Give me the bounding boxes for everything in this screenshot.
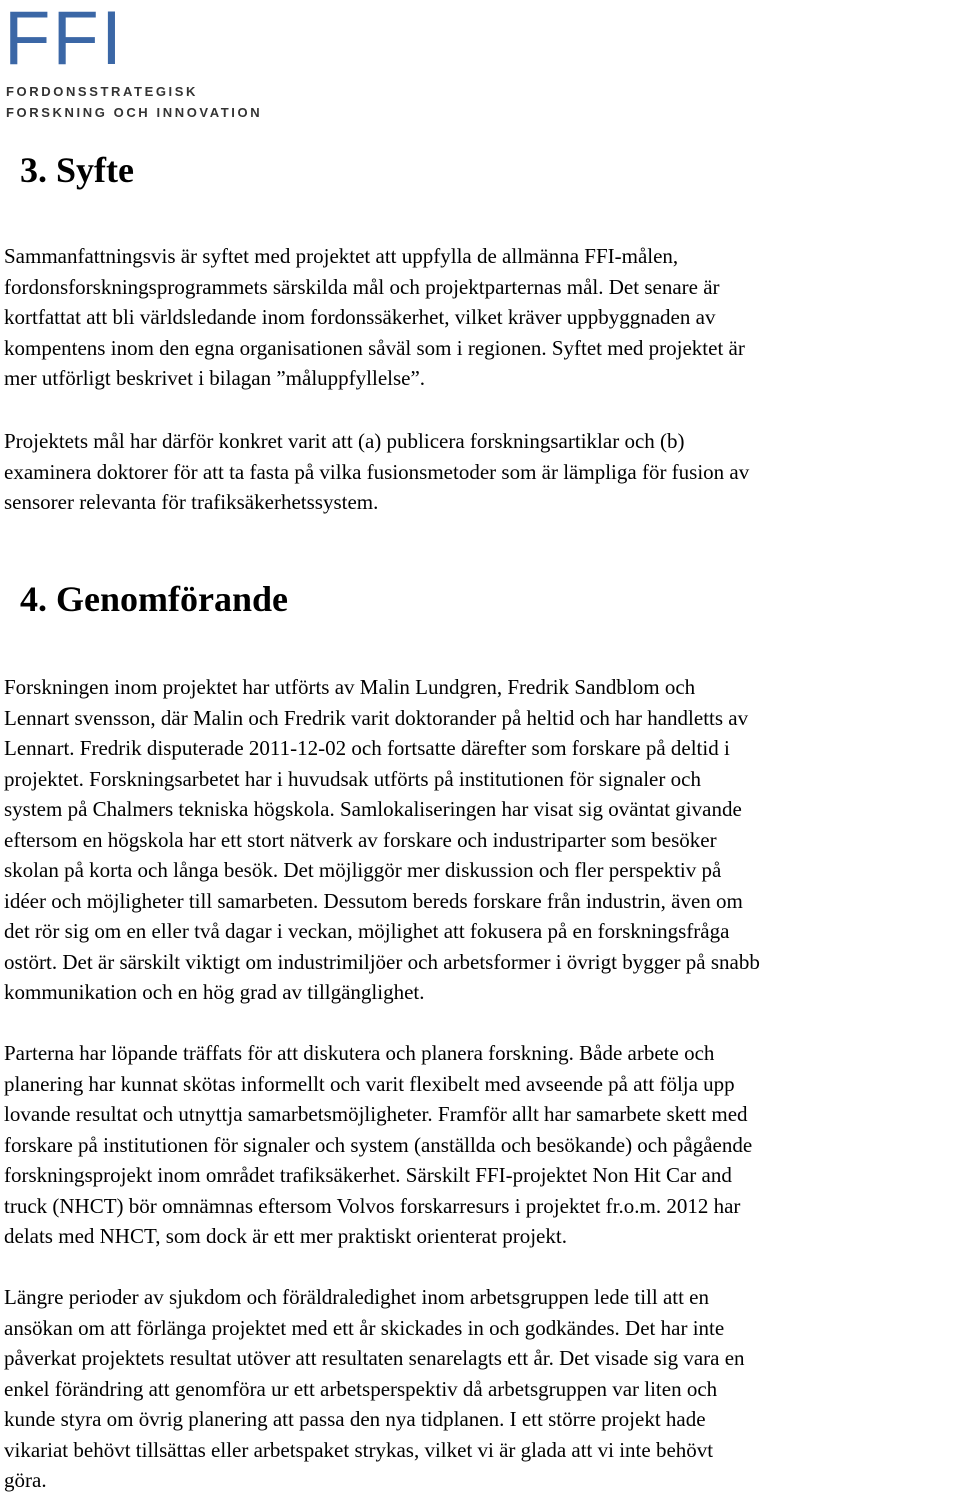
text-line: idéer och möjligheter till samarbeten. Dessutom bereds forskare från industrin, även om [4, 888, 743, 913]
text-line: sensorer relevanta för trafiksäkerhetssystem. [4, 490, 379, 514]
text-line: ansökan om att förlänga projektet med ett år skickades in och godkändes. Det har inte [4, 1315, 725, 1340]
text-line: examinera doktorer för att ta fasta på vilka fusionsmetoder som är lämpliga för fusion av [4, 459, 750, 484]
text-line: fordonsforskningsprogrammets särskilda mål och projektparternas mål. Det senare är [4, 274, 720, 299]
text-line: Projektets mål har därför konkret varit att (a) publicera forskningsartiklar och (b) [4, 429, 685, 453]
paragraph [4, 1282, 956, 1496]
section-heading-syfte: 3. Syfte [20, 150, 134, 190]
ffi-logo [4, 0, 263, 120]
paragraph [4, 426, 956, 518]
paragraph [4, 672, 956, 1008]
text-line: system på Chalmers tekniska högskola. Samlokaliseringen har visat sig oväntat givande [4, 797, 742, 821]
text-line: skolan på korta och långa besök. Det möjliggör mer diskussion och fler perspektiv på [4, 858, 722, 882]
text-line: forskare på institutionen för signaler och system (anställda och besökande) och pågående [4, 1132, 753, 1157]
text-line: lovande resultat och utnyttja samarbetsmöjligheter. Framför allt har samarbete skett med [4, 1102, 748, 1126]
text-line: eftersom en högskola har ett stort nätverk av forskare och industriparter som besöker [4, 827, 717, 852]
text-line: enkel förändring att genomföra ur ett arbetsperspektiv då arbetsgruppen var liten och [4, 1376, 718, 1401]
text-line: Sammanfattningsvis är syftet med projektet att uppfylla de allmänna FFI-målen, [4, 244, 679, 268]
text-line: Lennart svensson, där Malin och Fredrik varit doktorander på heltid och har handletts av [4, 705, 749, 730]
logo-tagline-line-2: FORSKNING OCH INNOVATION [6, 105, 263, 120]
text-line: Parterna har löpande träffats för att diskutera och planera forskning. Både arbete och [4, 1041, 715, 1065]
text-line: projektet. Forskningsarbetet har i huvudsak utförts på institutionen för signaler och [4, 766, 701, 791]
text-line: forskningsprojekt inom området trafiksäkerhet. Särskilt FFI-projektet Non Hit Car and [4, 1163, 732, 1187]
text-line: kortfattat att bli världsledande inom fordonssäkerhet, vilket kräver uppbyggnaden av [4, 305, 716, 329]
text-line: kompentens inom den egna organisationen såväl som i regionen. Syftet med projektet är [4, 335, 745, 360]
text-line: Längre perioder av sjukdom och föräldraledighet inom arbetsgruppen lede till att en [4, 1285, 710, 1309]
paragraph [4, 1038, 956, 1252]
text-line: delats med NHCT, som dock är ett mer praktiskt orienterat projekt. [4, 1224, 567, 1248]
text-line: Forskningen inom projektet har utförts av Malin Lundgren, Fredrik Sandblom och [4, 675, 696, 699]
text-line: ostört. Det är särskilt viktigt om industrimiljöer och arbetsformer i övrigt bygger på snabb [4, 949, 760, 974]
text-line: Lennart. Fredrik disputerade 2011-12-02 och fortsatte därefter som forskare på deltid i [4, 736, 730, 760]
text-line: göra. [4, 1468, 47, 1492]
text-line: kommunikation och en hög grad av tillgänglighet. [4, 980, 425, 1004]
text-line: påverkat projektets resultat utöver att resultaten senarelagts ett år. Det visade sig vara en [4, 1346, 745, 1370]
logo-tagline-line-1: FORDONSSTRATEGISK [6, 84, 199, 99]
text-line: kunde styra om övrig planering att passa den nya tidplanen. I ett större projekt hade [4, 1407, 706, 1431]
text-line: det rör sig om en eller två dagar i veckan, möjlighet att fokusera på en forskningsfråga [4, 919, 730, 943]
text-line: vikariat behövt tillsättas eller arbetspaket strykas, vilket vi är glada att vi inte behövt [4, 1437, 714, 1462]
text-line: truck (NHCT) bör omnämnas eftersom Volvos forskarresurs i projektet fr.o.m. 2012 har [4, 1193, 741, 1218]
section-heading-genomforande: 4. Genomförande [20, 579, 288, 619]
text-line: mer utförligt beskrivet i bilagan ”måluppfyllelse”. [4, 366, 426, 390]
paragraph [4, 241, 956, 394]
text-line: planering har kunnat skötas informellt och varit flexibelt med avseende på att följa upp [4, 1071, 735, 1096]
logo-mark: FFI [4, 0, 124, 81]
